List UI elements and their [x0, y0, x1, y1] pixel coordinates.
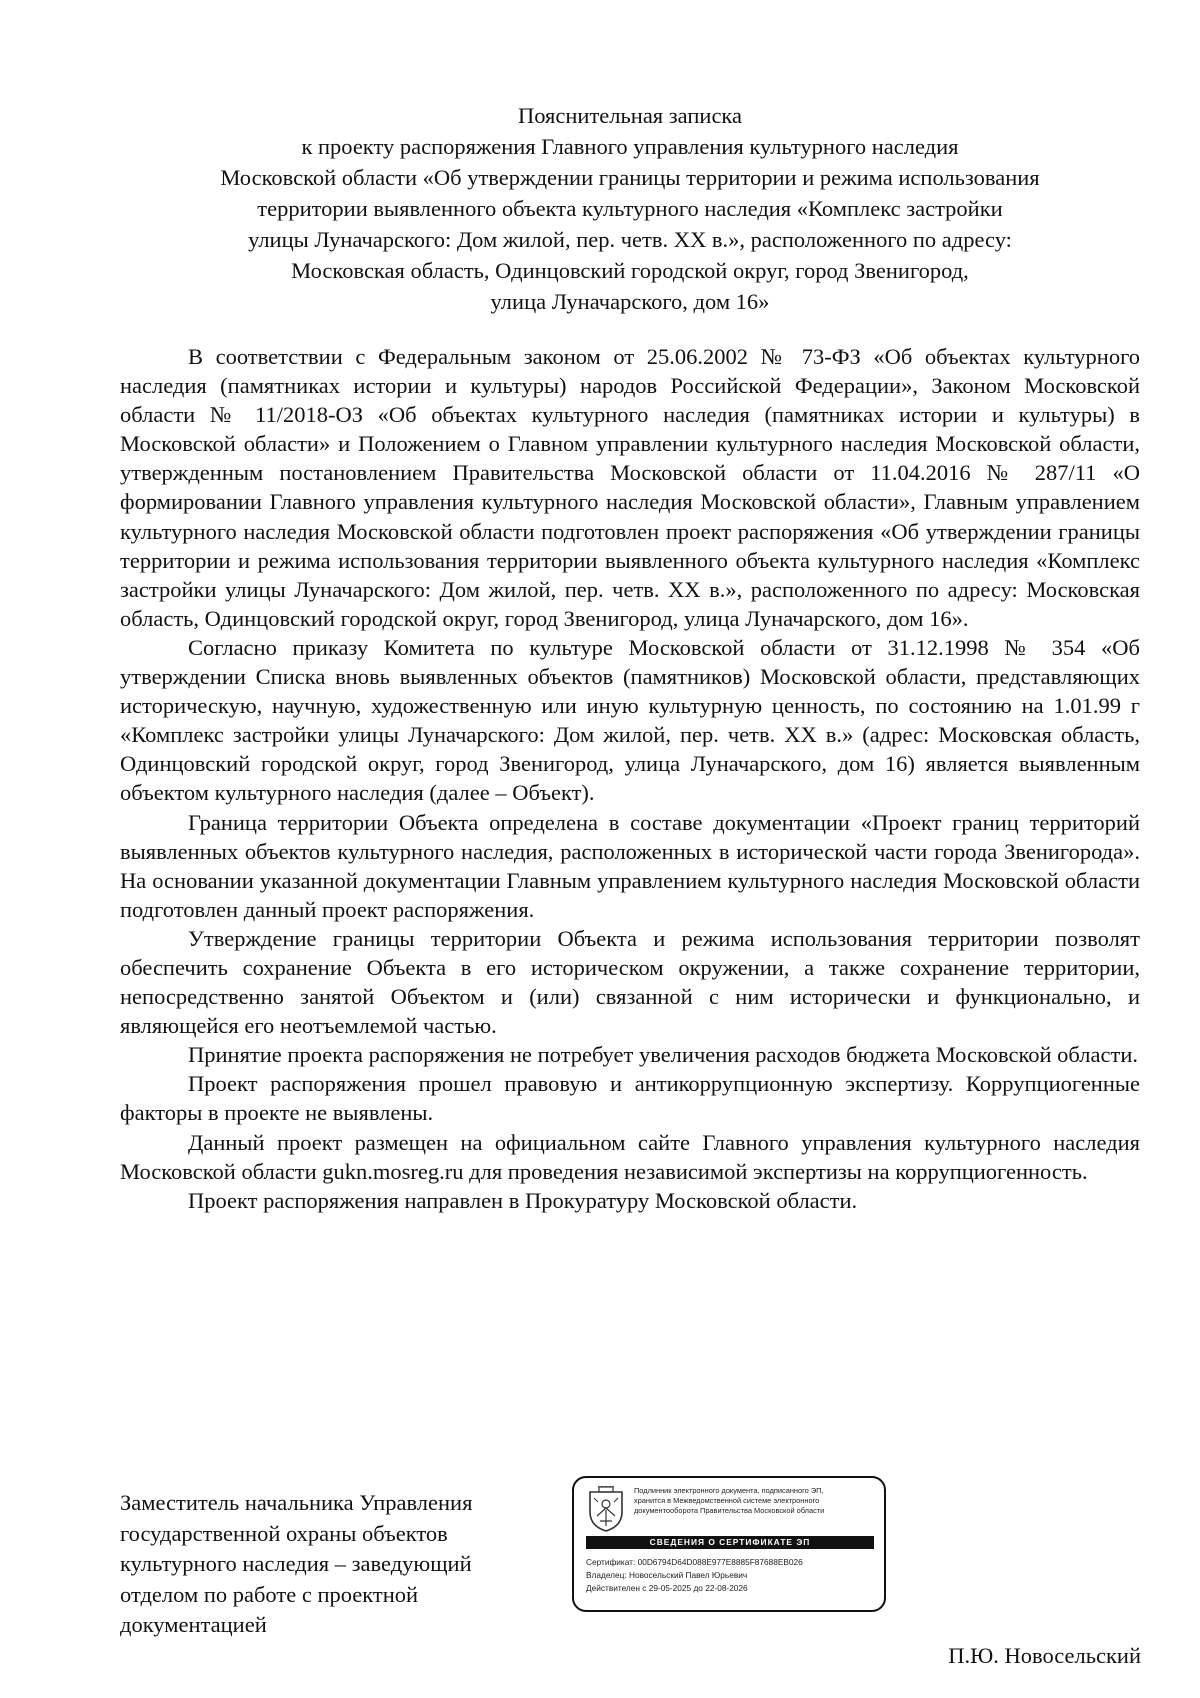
body-paragraph: Принятие проекта распоряжения не потребует увеличения расходов бюджета Московской области. [188, 1042, 1138, 1068]
title-line: улицы Луначарского: Дом жилой, пер. четв. XX в.», расположенного по адресу: [248, 227, 1012, 252]
certificate-number: Сертификат: 00D6794D64D088E977E8885F87688EB026 [586, 1557, 803, 1567]
body-paragraph: В соответствии с Федеральным законом от 25.06.2002 № 73-ФЗ «Об объектах культурного наследия (памятниках истории и культуры) народов Российской Федерации», Законом Московской области № 11/2018-ОЗ «Об объектах культурного наследия (памятниках истории и культуры) в Московской области» и Положением о Главном управлении культурного наследия Московской области, утвержденным постановлением Правительства Московской области от 11.04.2016 № 287/11 «О формировании Главного управления культурного наследия Московской области», Главным управлением культурного наследия Московской области подготовлен проект распоряжения «Об утверждении границы территории и режима использования территории выявленного объекта культурного наследия «Комплекс застройки улицы Луначарского: Дом жилой, пер. четв. XX в.», расположенного по адресу: Московская область, Одинцовский городской округ, город Звенигород, улица Луначарского, дом 16». [120, 344, 1140, 631]
electronic-signature-stamp [572, 1476, 886, 1612]
body-paragraph: Утверждение границы территории Объекта и режима использования территории позволят обеспечить сохранение Объекта в его историческом окружении, а также сохранение территории, непосредственно занятой Объектом и (или) связанной с ним исторически и функционально, и являющейся его неотъемлемой частью. [120, 925, 1140, 1039]
stamp-note-line: документооборота Правительства Московской области [634, 1506, 825, 1516]
body-paragraph: Проект распоряжения направлен в Прокуратуру Московской области. [188, 1187, 858, 1213]
title-line: улица Луначарского, дом 16» [490, 289, 770, 314]
body-paragraph: Данный проект размещен на официальном сайте Главного управления культурного наследия Московской области gukn.mosreg.ru для проведения независимой экспертизы на коррупциогенность. [120, 1129, 1140, 1184]
title-line: Московской области «Об утверждении границы территории и режима использования [220, 165, 1040, 190]
stamp-note-line: Подлинник электронного документа, подписанного ЭП, [634, 1486, 824, 1495]
document-title [120, 100, 1140, 317]
stamp-header: СВЕДЕНИЯ О СЕРТИФИКАТЕ ЭП [586, 1536, 874, 1549]
stamp-certificate-info [586, 1556, 876, 1595]
signer-line: документацией [120, 1612, 267, 1638]
certificate-validity: Действителен с 29-05-2025 до 22-08-2026 [586, 1583, 748, 1593]
title-line: территории выявленного объекта культурного наследия «Комплекс застройки [257, 196, 1003, 221]
signer-name: П.Ю. Новосельский [948, 1643, 1141, 1668]
signer-line: Заместитель начальника Управления [120, 1490, 473, 1515]
moscow-oblast-coat-of-arms-icon [586, 1486, 626, 1532]
title-line: Пояснительная записка [517, 103, 743, 128]
title-line: Московская область, Одинцовский городской округ, город Звенигород, [291, 258, 969, 283]
certificate-owner: Владелец: Новосельский Павел Юрьевич [586, 1570, 748, 1580]
signer-line: государственной охраны объектов [120, 1520, 448, 1546]
body-paragraph: Согласно приказу Комитета по культуре Московской области от 31.12.1998 № 354 «Об утверждении Списка вновь выявленных объектов (памятников) Московской области, представляющих историческую, научную, художественную или иную культурную ценность, по состоянию на 1.01.99 г «Комплекс застройки улицы Луначарского: Дом жилой, пер. четв. XX в.» (адрес: Московская область, Одинцовский городской округ, город Звенигород, улица Луначарского, дом 16) является выявленным объектом культурного наследия (далее – Объект). [120, 634, 1140, 806]
stamp-note-line: хранится в Межведомственной системе электронного [634, 1496, 820, 1506]
body-paragraph: Граница территории Объекта определена в составе документации «Проект границ территорий выявленных объектов культурного наследия, расположенных в исторической части города Звенигорода». На основании указанной документации Главным управлением культурного наследия Московской области подготовлен данный проект распоряжения. [120, 809, 1140, 922]
stamp-note [634, 1486, 880, 1517]
signer-line: культурного наследия – заведующий [120, 1551, 472, 1577]
title-line: к проекту распоряжения Главного управления культурного наследия [301, 134, 959, 159]
body-paragraph: Проект распоряжения прошел правовую и антикоррупционную экспертизу. Коррупциогенные факторы в проекте не выявлены. [120, 1071, 1140, 1126]
signer-line: отделом по работе с проектной [120, 1581, 419, 1607]
signer-position [120, 1488, 550, 1641]
document-body [120, 342, 1140, 1215]
